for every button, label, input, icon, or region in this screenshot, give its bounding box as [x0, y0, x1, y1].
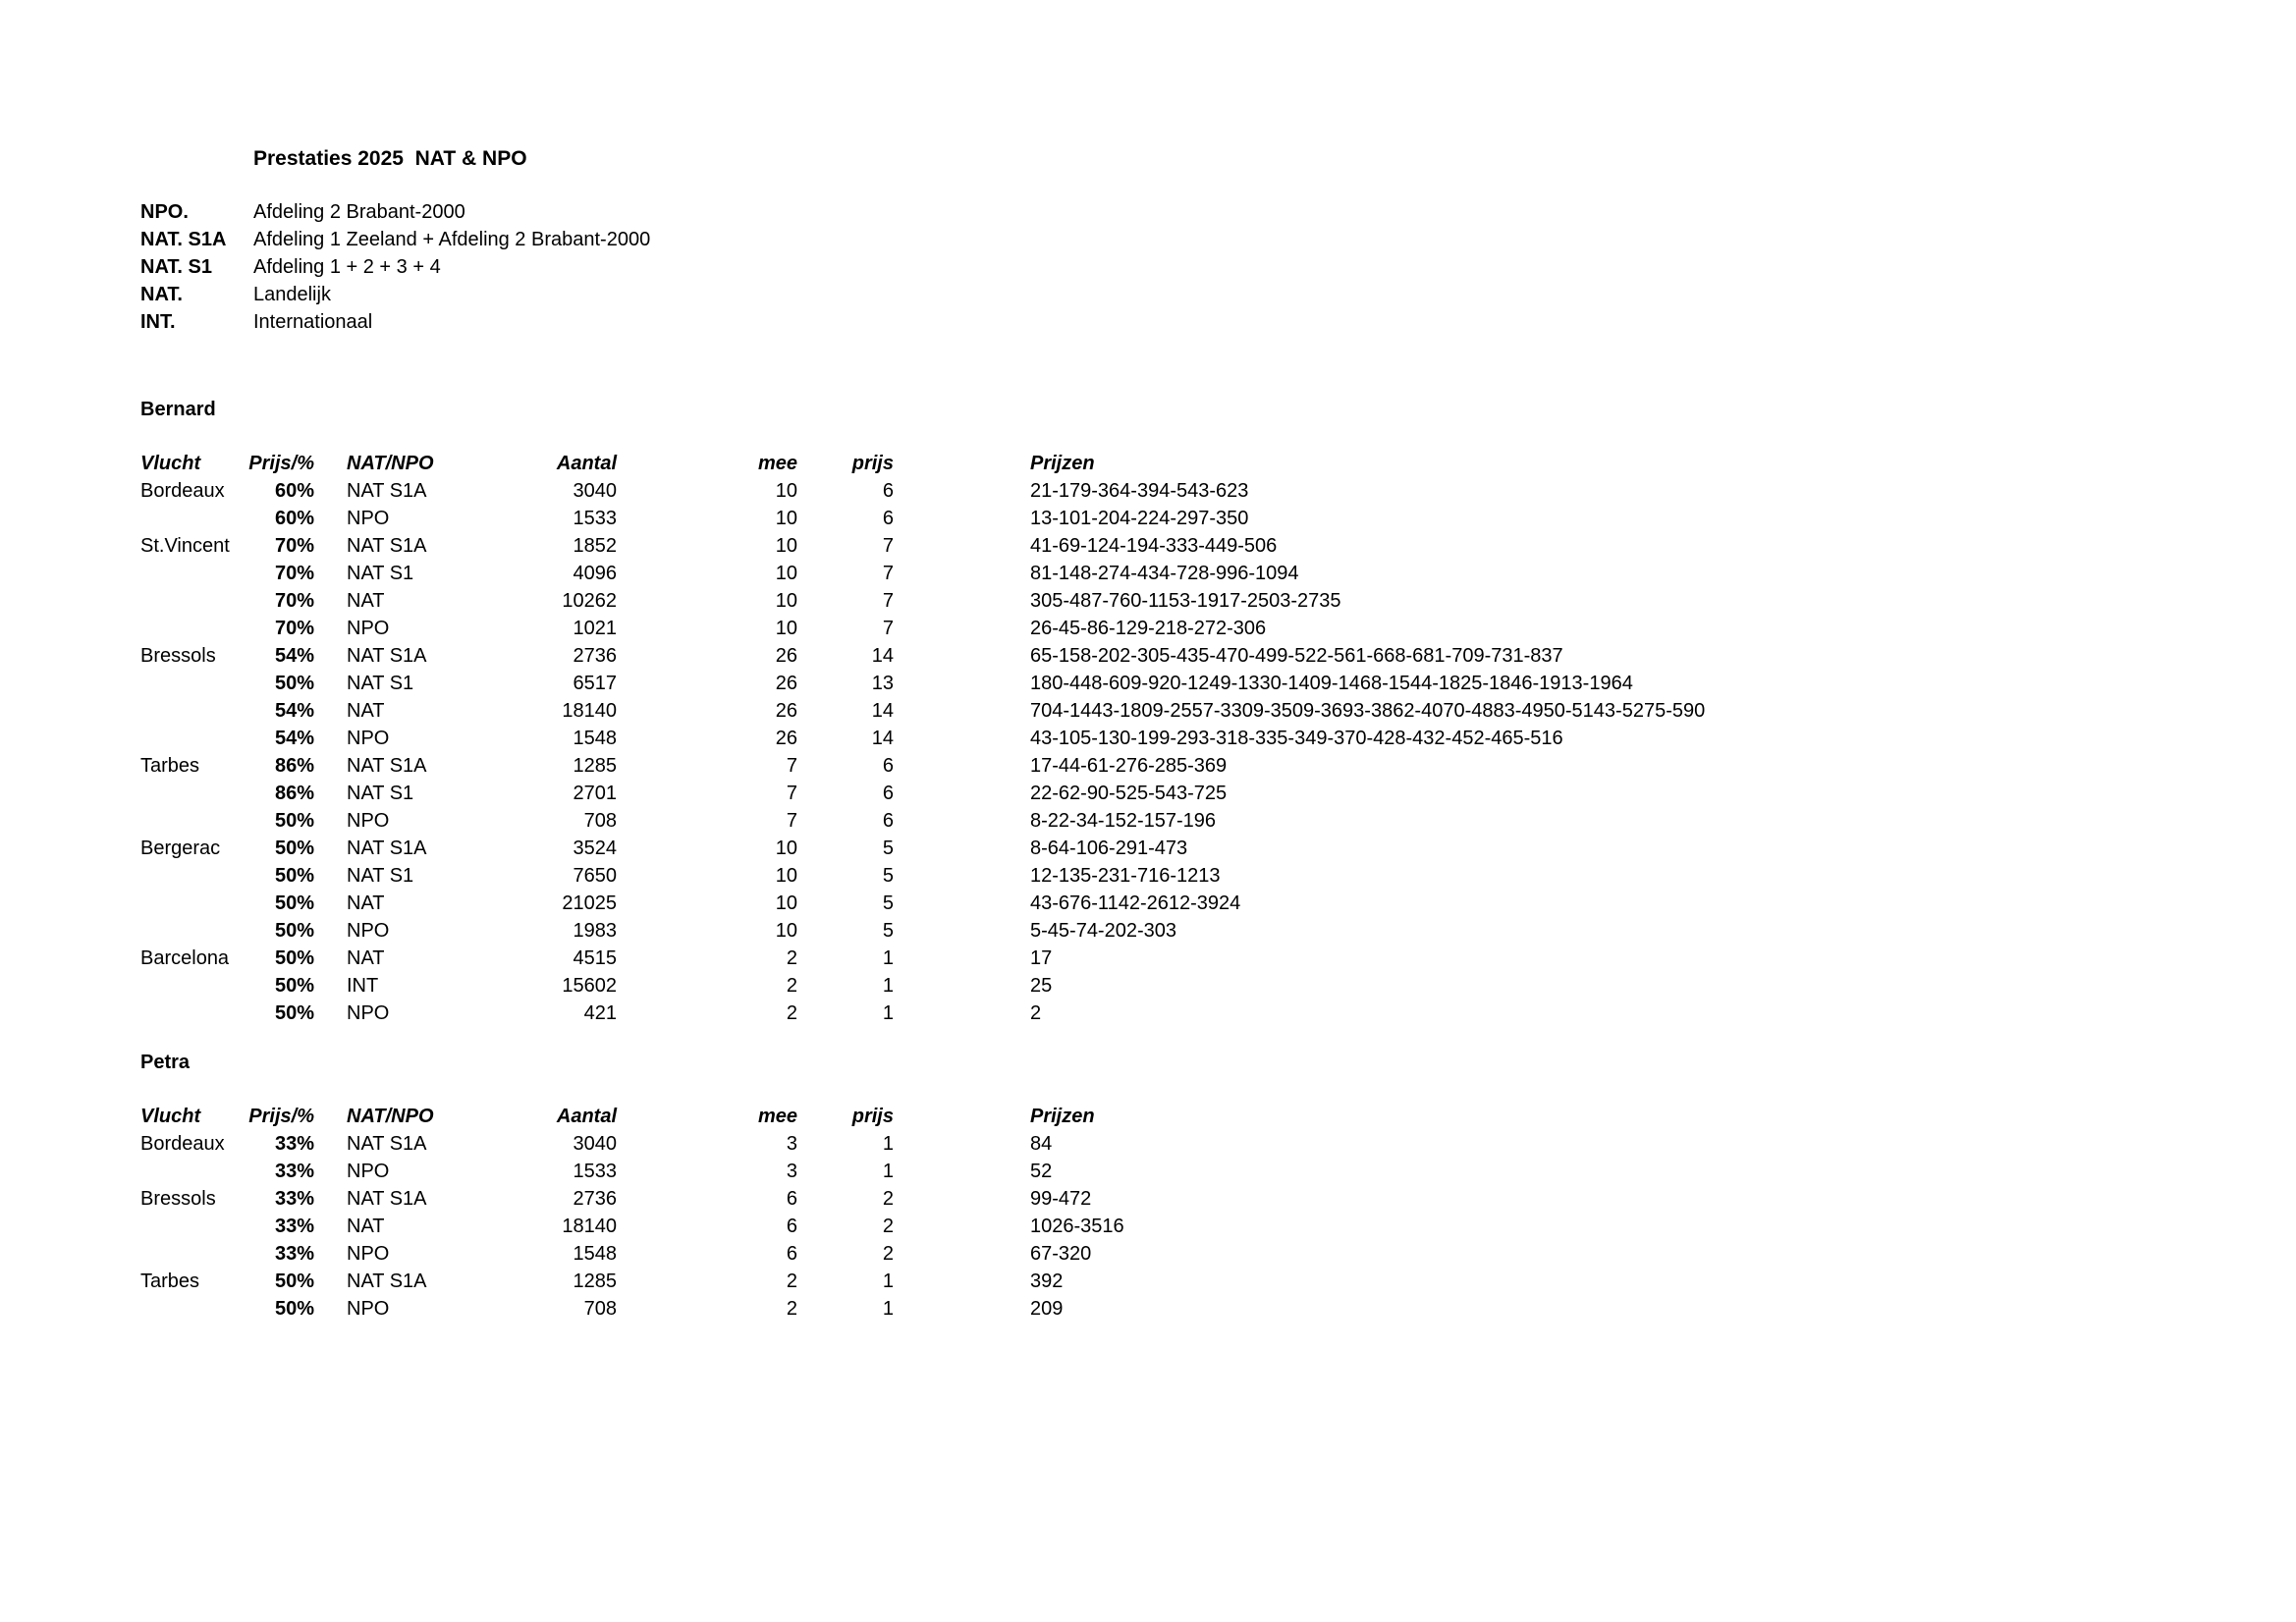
cell-prijs-pct: 50% [274, 838, 314, 859]
cell-nat-npo: NAT S1A [347, 480, 427, 502]
table-row [0, 917, 2296, 945]
cell-prijs: 2 [882, 1243, 894, 1265]
column-header-nat-npo: NAT/NPO [347, 1106, 434, 1127]
cell-nat-npo: NAT [347, 590, 385, 612]
cell-vlucht: Barcelona [140, 947, 230, 969]
legend-code: NAT. [140, 284, 183, 305]
cell-aantal: 18140 [562, 1216, 617, 1237]
cell-mee: 10 [775, 865, 797, 887]
cell-prijs-pct: 50% [274, 892, 314, 914]
cell-prijzen: 180-448-609-920-1249-1330-1409-1468-1544-1825-1846-1913-1964 [1030, 673, 1633, 694]
cell-prijs: 6 [882, 508, 894, 529]
table-row [0, 505, 2296, 532]
cell-vlucht: Bressols [140, 1188, 216, 1210]
cell-prijzen: 65-158-202-305-435-470-499-522-561-668-681-709-731-837 [1030, 645, 1563, 667]
cell-nat-npo: NAT [347, 947, 385, 969]
cell-aantal: 18140 [562, 700, 617, 722]
cell-mee: 2 [786, 1271, 797, 1292]
cell-prijs-pct: 60% [274, 508, 314, 529]
cell-nat-npo: NAT S1A [347, 838, 427, 859]
cell-nat-npo: NAT S1 [347, 563, 414, 584]
cell-mee: 26 [775, 728, 797, 749]
column-header-prijs: prijs [851, 453, 894, 474]
column-header-prijs-pct: Prijs/% [248, 1106, 314, 1127]
column-header-prijs-pct: Prijs/% [248, 453, 314, 474]
column-header-vlucht: Vlucht [140, 453, 201, 474]
legend-row [0, 308, 2296, 336]
table-row [0, 862, 2296, 890]
cell-prijs: 2 [882, 1188, 894, 1210]
cell-prijs-pct: 33% [274, 1161, 314, 1182]
cell-aantal: 4515 [573, 947, 617, 969]
cell-prijs-pct: 70% [274, 590, 314, 612]
cell-aantal: 2701 [573, 783, 617, 804]
table-row [0, 780, 2296, 807]
cell-aantal: 1533 [573, 508, 617, 529]
legend-code: NPO. [140, 201, 189, 223]
legend-description: Afdeling 2 Brabant-2000 [253, 201, 465, 223]
cell-mee: 26 [775, 673, 797, 694]
cell-mee: 7 [786, 755, 797, 777]
cell-nat-npo: NAT S1A [347, 1133, 427, 1155]
cell-prijs-pct: 86% [274, 783, 314, 804]
cell-prijs: 6 [882, 810, 894, 832]
cell-mee: 6 [786, 1188, 797, 1210]
cell-prijzen: 305-487-760-1153-1917-2503-2735 [1030, 590, 1341, 612]
legend-row [0, 281, 2296, 308]
table-header [0, 450, 2296, 477]
cell-prijs-pct: 33% [274, 1188, 314, 1210]
cell-nat-npo: NPO [347, 1298, 390, 1320]
cell-prijs: 1 [882, 1002, 894, 1024]
cell-aantal: 1983 [573, 920, 617, 942]
table-row [0, 752, 2296, 780]
table-row [0, 477, 2296, 505]
table-row [0, 1158, 2296, 1185]
cell-prijs-pct: 50% [274, 1298, 314, 1320]
cell-nat-npo: NAT [347, 892, 385, 914]
cell-prijzen: 392 [1030, 1271, 1064, 1292]
cell-aantal: 21025 [562, 892, 617, 914]
cell-mee: 10 [775, 838, 797, 859]
cell-prijs-pct: 86% [274, 755, 314, 777]
cell-prijzen: 8-64-106-291-473 [1030, 838, 1188, 859]
cell-aantal: 708 [583, 1298, 617, 1320]
column-header-prijzen: Prijzen [1030, 1106, 1095, 1127]
cell-prijzen: 43-676-1142-2612-3924 [1030, 892, 1241, 914]
cell-aantal: 2736 [573, 645, 617, 667]
cell-nat-npo: NPO [347, 508, 390, 529]
table-row [0, 972, 2296, 1000]
table-row [0, 1295, 2296, 1323]
cell-prijzen: 12-135-231-716-1213 [1030, 865, 1221, 887]
cell-prijs-pct: 70% [274, 618, 314, 639]
cell-vlucht: Bordeaux [140, 1133, 225, 1155]
table-header [0, 1103, 2296, 1130]
cell-nat-npo: INT [347, 975, 379, 997]
cell-mee: 10 [775, 892, 797, 914]
cell-prijs: 6 [882, 480, 894, 502]
legend-description: Internationaal [253, 311, 373, 333]
page-title: Prestaties 2025 NAT & NPO [253, 147, 527, 170]
cell-prijzen: 81-148-274-434-728-996-1094 [1030, 563, 1299, 584]
legend-description: Landelijk [253, 284, 331, 305]
cell-prijzen: 99-472 [1030, 1188, 1092, 1210]
cell-nat-npo: NAT S1 [347, 865, 414, 887]
cell-prijs-pct: 50% [274, 947, 314, 969]
legend-description: Afdeling 1 + 2 + 3 + 4 [253, 256, 441, 278]
column-header-mee: mee [757, 1106, 797, 1127]
cell-prijs: 14 [871, 645, 894, 667]
cell-prijs: 7 [882, 535, 894, 557]
cell-prijs-pct: 33% [274, 1133, 314, 1155]
cell-prijs: 1 [882, 1161, 894, 1182]
legend-row [0, 198, 2296, 226]
table-row [0, 1000, 2296, 1027]
legend-code: NAT. S1 [140, 256, 212, 278]
table-row [0, 945, 2296, 972]
cell-aantal: 1852 [573, 535, 617, 557]
cell-prijs-pct: 50% [274, 865, 314, 887]
table-row [0, 890, 2296, 917]
cell-prijzen: 21-179-364-394-543-623 [1030, 480, 1249, 502]
cell-nat-npo: NAT S1A [347, 1271, 427, 1292]
cell-nat-npo: NPO [347, 1002, 390, 1024]
cell-prijs: 5 [882, 892, 894, 914]
section-title: Petra [140, 1052, 191, 1073]
cell-aantal: 6517 [573, 673, 617, 694]
cell-mee: 10 [775, 480, 797, 502]
cell-nat-npo: NPO [347, 920, 390, 942]
cell-prijs-pct: 50% [274, 673, 314, 694]
cell-mee: 26 [775, 700, 797, 722]
cell-prijs-pct: 50% [274, 1271, 314, 1292]
cell-mee: 3 [786, 1161, 797, 1182]
cell-prijs-pct: 54% [274, 645, 314, 667]
cell-aantal: 3040 [573, 1133, 617, 1155]
legend-code: NAT. S1A [140, 229, 227, 250]
cell-aantal: 1285 [573, 755, 617, 777]
table-row [0, 1268, 2296, 1295]
cell-prijs: 6 [882, 783, 894, 804]
cell-mee: 6 [786, 1243, 797, 1265]
cell-prijs-pct: 70% [274, 563, 314, 584]
cell-prijs: 7 [882, 563, 894, 584]
cell-prijs: 14 [871, 728, 894, 749]
table-row [0, 697, 2296, 725]
legend-row [0, 226, 2296, 253]
table-row [0, 615, 2296, 642]
cell-nat-npo: NPO [347, 1243, 390, 1265]
cell-prijzen: 704-1443-1809-2557-3309-3509-3693-3862-4070-4883-4950-5143-5275-590 [1030, 700, 1706, 722]
table-row [0, 1213, 2296, 1240]
cell-mee: 10 [775, 535, 797, 557]
cell-mee: 2 [786, 947, 797, 969]
cell-vlucht: St.Vincent [140, 535, 230, 557]
cell-prijzen: 52 [1030, 1161, 1053, 1182]
cell-mee: 26 [775, 645, 797, 667]
cell-prijs: 5 [882, 865, 894, 887]
cell-mee: 10 [775, 618, 797, 639]
table-row [0, 725, 2296, 752]
cell-prijs: 7 [882, 618, 894, 639]
cell-vlucht: Tarbes [140, 755, 200, 777]
cell-mee: 10 [775, 508, 797, 529]
cell-aantal: 2736 [573, 1188, 617, 1210]
column-header-prijzen: Prijzen [1030, 453, 1095, 474]
cell-nat-npo: NAT [347, 700, 385, 722]
cell-aantal: 1021 [573, 618, 617, 639]
cell-vlucht: Bergerac [140, 838, 221, 859]
cell-nat-npo: NPO [347, 618, 390, 639]
cell-prijzen: 17 [1030, 947, 1053, 969]
cell-mee: 6 [786, 1216, 797, 1237]
cell-prijzen: 22-62-90-525-543-725 [1030, 783, 1228, 804]
cell-aantal: 1285 [573, 1271, 617, 1292]
cell-mee: 10 [775, 920, 797, 942]
cell-aantal: 15602 [562, 975, 617, 997]
legend [0, 198, 2296, 336]
legend-code: INT. [140, 311, 176, 333]
cell-prijs: 13 [871, 673, 894, 694]
cell-mee: 2 [786, 1002, 797, 1024]
cell-prijzen: 43-105-130-199-293-318-335-349-370-428-432-452-465-516 [1030, 728, 1563, 749]
cell-prijzen: 17-44-61-276-285-369 [1030, 755, 1228, 777]
cell-mee: 2 [786, 975, 797, 997]
cell-prijs: 5 [882, 838, 894, 859]
column-header-aantal: Aantal [556, 1106, 617, 1127]
table-row [0, 1185, 2296, 1213]
table-row [0, 587, 2296, 615]
table-row [0, 642, 2296, 670]
cell-prijzen: 25 [1030, 975, 1053, 997]
cell-mee: 7 [786, 810, 797, 832]
cell-prijzen: 67-320 [1030, 1243, 1092, 1265]
cell-prijs: 1 [882, 975, 894, 997]
cell-prijzen: 84 [1030, 1133, 1053, 1155]
cell-prijs-pct: 54% [274, 728, 314, 749]
cell-prijs: 5 [882, 920, 894, 942]
cell-prijzen: 41-69-124-194-333-449-506 [1030, 535, 1278, 557]
cell-aantal: 1533 [573, 1161, 617, 1182]
table-row [0, 807, 2296, 835]
cell-prijzen: 8-22-34-152-157-196 [1030, 810, 1217, 832]
table-row [0, 532, 2296, 560]
cell-prijs-pct: 50% [274, 975, 314, 997]
column-header-vlucht: Vlucht [140, 1106, 201, 1127]
cell-vlucht: Tarbes [140, 1271, 200, 1292]
section-title: Bernard [140, 399, 216, 420]
cell-aantal: 3524 [573, 838, 617, 859]
cell-prijzen: 13-101-204-224-297-350 [1030, 508, 1249, 529]
cell-prijs-pct: 54% [274, 700, 314, 722]
cell-prijs-pct: 60% [274, 480, 314, 502]
cell-aantal: 3040 [573, 480, 617, 502]
cell-prijs: 14 [871, 700, 894, 722]
cell-aantal: 1548 [573, 728, 617, 749]
cell-prijzen: 1026-3516 [1030, 1216, 1124, 1237]
cell-prijs: 2 [882, 1216, 894, 1237]
cell-prijzen: 209 [1030, 1298, 1064, 1320]
cell-aantal: 1548 [573, 1243, 617, 1265]
cell-prijs-pct: 50% [274, 920, 314, 942]
section-petra [0, 1049, 2296, 1343]
table-row [0, 670, 2296, 697]
cell-prijs-pct: 50% [274, 1002, 314, 1024]
cell-prijs-pct: 70% [274, 535, 314, 557]
cell-nat-npo: NAT S1 [347, 673, 414, 694]
cell-prijs: 1 [882, 1298, 894, 1320]
cell-aantal: 4096 [573, 563, 617, 584]
cell-nat-npo: NAT [347, 1216, 385, 1237]
cell-mee: 7 [786, 783, 797, 804]
cell-nat-npo: NAT S1A [347, 1188, 427, 1210]
column-header-prijs: prijs [851, 1106, 894, 1127]
cell-prijzen: 2 [1030, 1002, 1042, 1024]
table-row [0, 1240, 2296, 1268]
cell-prijzen: 5-45-74-202-303 [1030, 920, 1176, 942]
cell-nat-npo: NPO [347, 1161, 390, 1182]
cell-prijs: 1 [882, 947, 894, 969]
column-header-mee: mee [757, 453, 797, 474]
cell-mee: 10 [775, 563, 797, 584]
cell-nat-npo: NPO [347, 728, 390, 749]
cell-nat-npo: NAT S1A [347, 535, 427, 557]
cell-prijs: 1 [882, 1133, 894, 1155]
cell-prijs: 1 [882, 1271, 894, 1292]
cell-prijs-pct: 33% [274, 1243, 314, 1265]
cell-prijs-pct: 33% [274, 1216, 314, 1237]
cell-mee: 10 [775, 590, 797, 612]
legend-row [0, 253, 2296, 281]
cell-nat-npo: NAT S1 [347, 783, 414, 804]
cell-nat-npo: NPO [347, 810, 390, 832]
column-header-nat-npo: NAT/NPO [347, 453, 434, 474]
table-row [0, 560, 2296, 587]
cell-prijzen: 26-45-86-129-218-272-306 [1030, 618, 1267, 639]
cell-aantal: 421 [583, 1002, 617, 1024]
cell-prijs: 6 [882, 755, 894, 777]
cell-nat-npo: NAT S1A [347, 755, 427, 777]
cell-vlucht: Bressols [140, 645, 216, 667]
cell-aantal: 7650 [573, 865, 617, 887]
cell-prijs: 7 [882, 590, 894, 612]
legend-description: Afdeling 1 Zeeland + Afdeling 2 Brabant-2000 [253, 229, 651, 250]
cell-aantal: 10262 [562, 590, 617, 612]
cell-vlucht: Bordeaux [140, 480, 225, 502]
cell-nat-npo: NAT S1A [347, 645, 427, 667]
section-bernard [0, 396, 2296, 1049]
table-row [0, 835, 2296, 862]
table-row [0, 1130, 2296, 1158]
cell-mee: 3 [786, 1133, 797, 1155]
cell-prijs-pct: 50% [274, 810, 314, 832]
column-header-aantal: Aantal [556, 453, 617, 474]
cell-aantal: 708 [583, 810, 617, 832]
cell-mee: 2 [786, 1298, 797, 1320]
